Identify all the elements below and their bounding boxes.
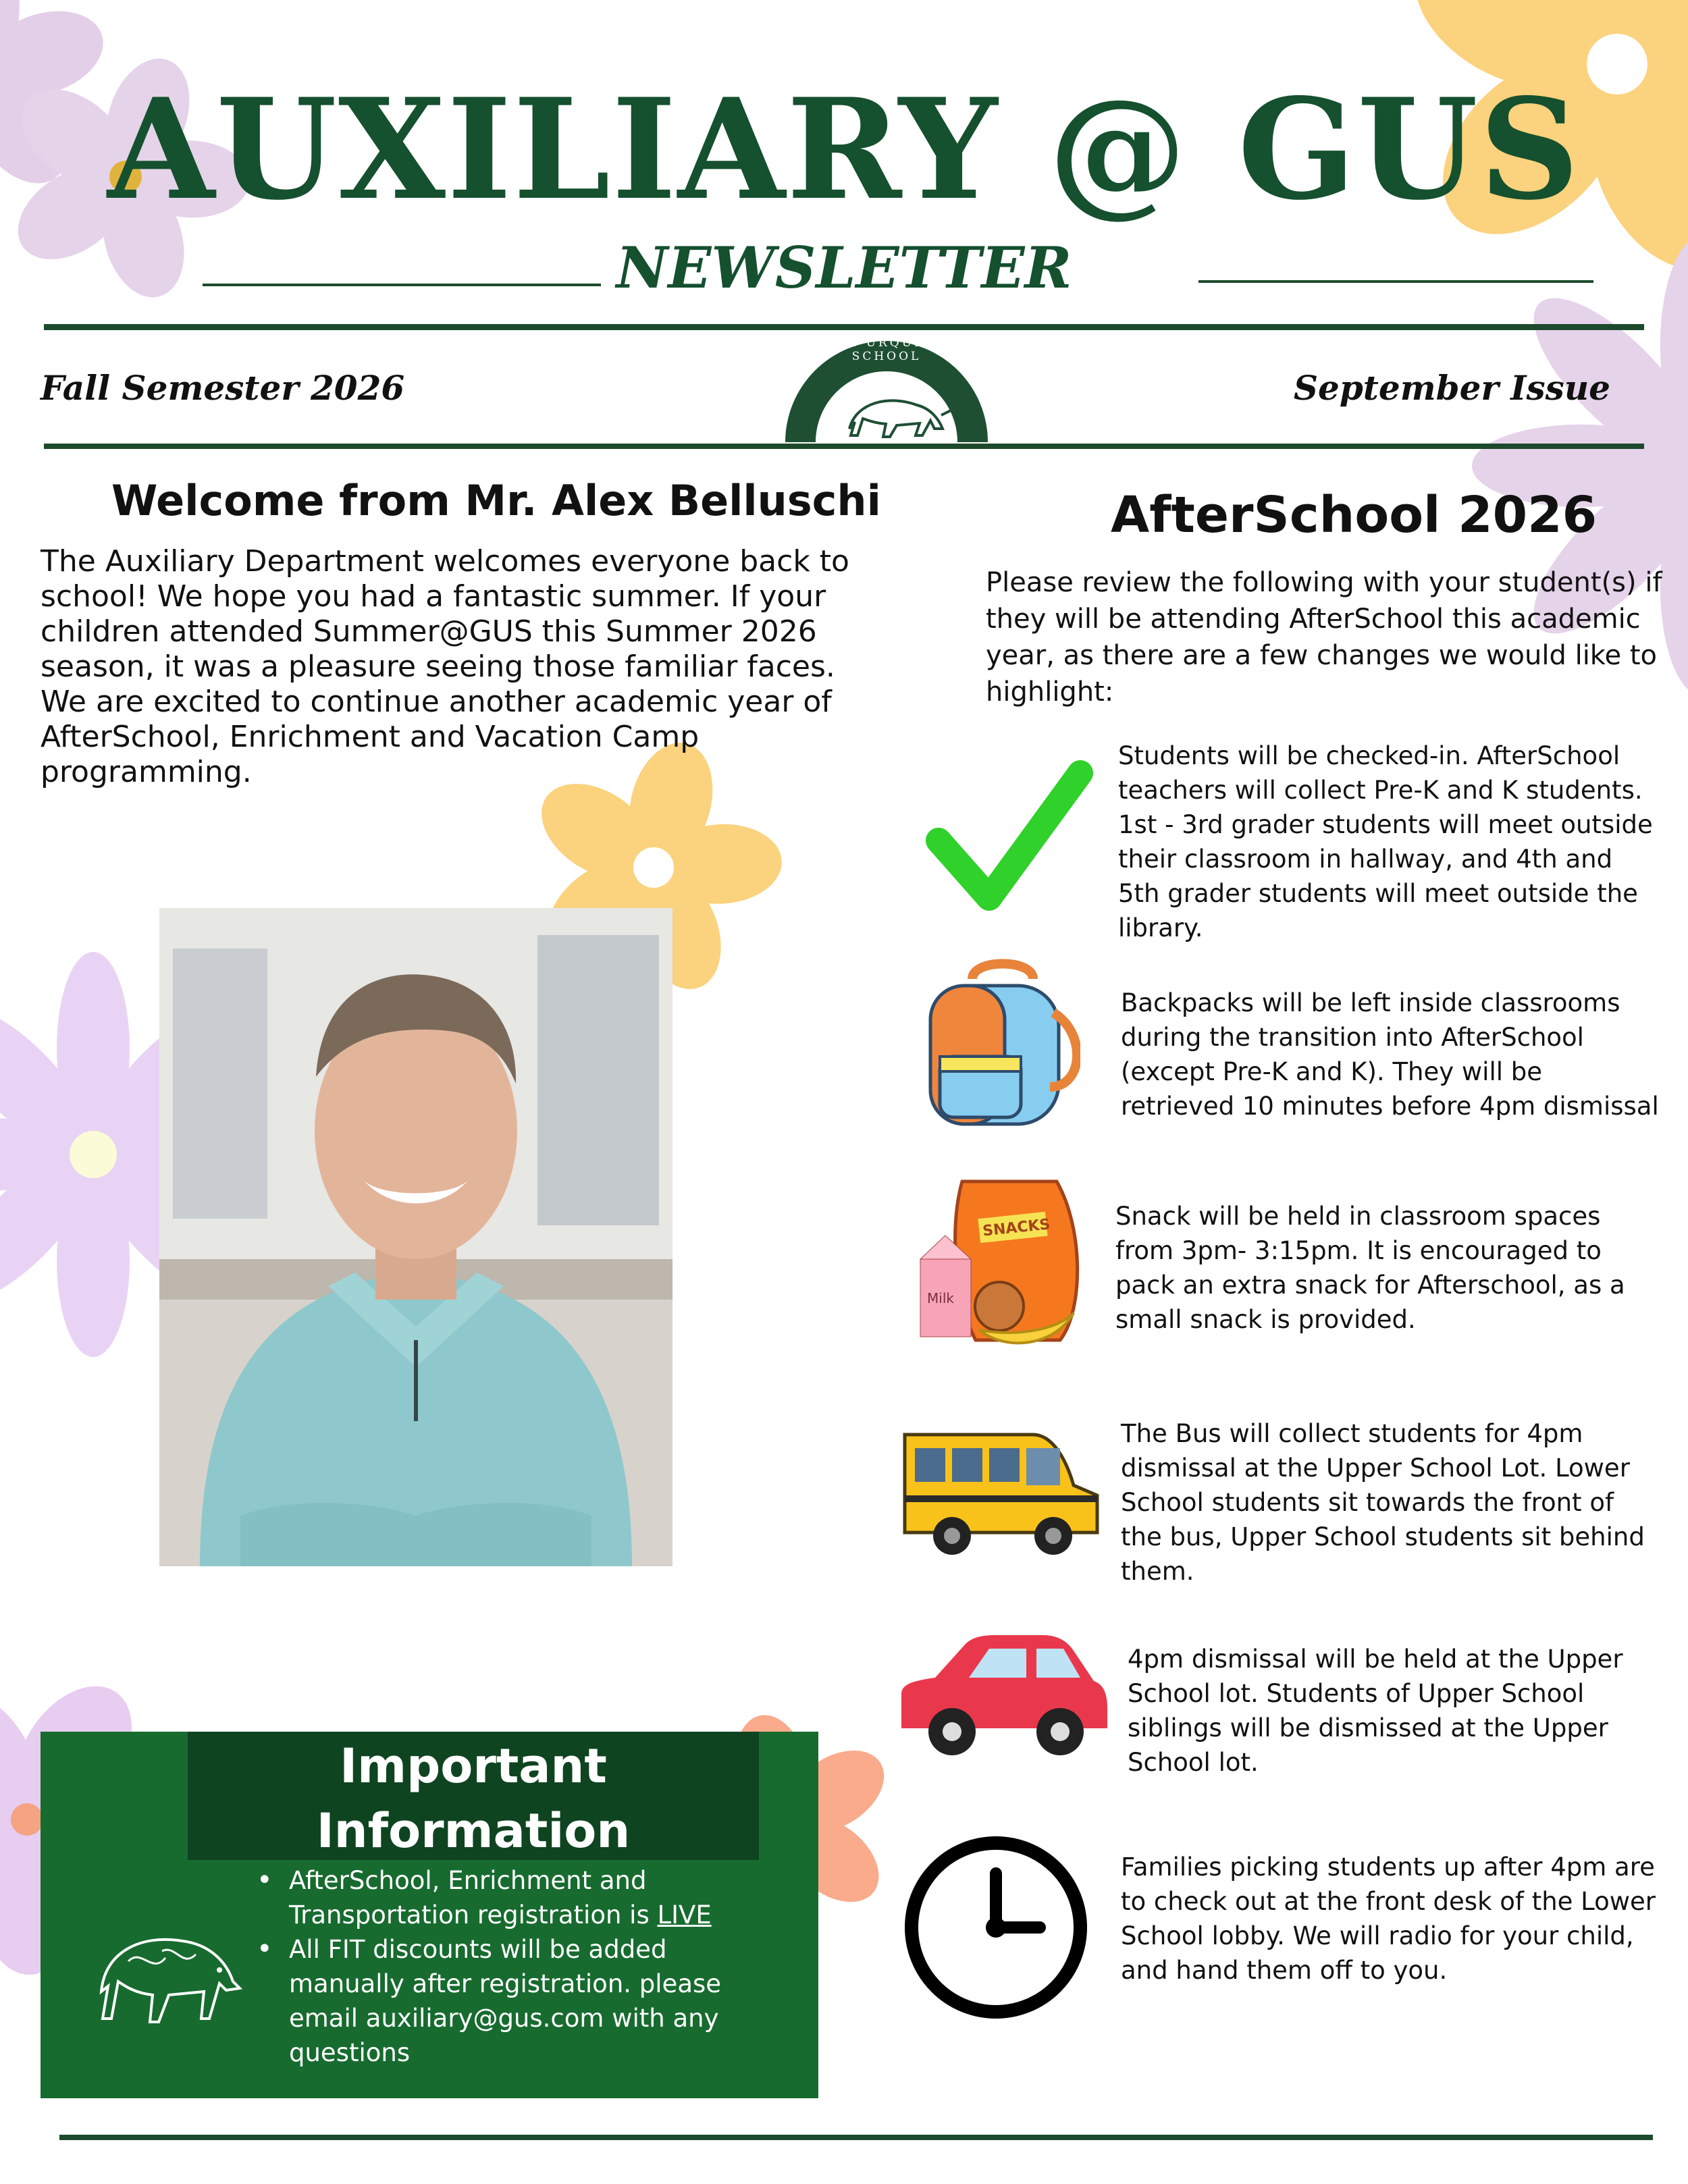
- welcome-heading: Welcome from Mr. Alex Belluschi: [111, 476, 881, 525]
- info-bullet-registration: [257, 1863, 770, 1932]
- afterschool-item-snack: Snack will be held in classroom spaces from 3pm- 3:15pm. It is encouraged to pack an extra snack for Afterschool, as a small snack is provided.: [1115, 1202, 1625, 1334]
- important-info-list: [257, 1863, 770, 2070]
- boar-mascot-icon: [88, 1911, 250, 2032]
- milk-label: Milk: [927, 1290, 954, 1306]
- afterschool-item-bus: The Bus will collect students for 4pm dismissal at the Upper School Lot. Lower School students sit towards the front of the bus, Upper School students sit behind them.: [1121, 1419, 1645, 1586]
- info-bullet-fit-discounts: • All FIT discounts will be added manually after registration. please email auxiliary@gus.com with any questions: [257, 1932, 770, 2070]
- afterschool-item-pickup: Families picking students up after 4pm are to check out at the front desk of the Lower School lobby. We will radio for your child, and hand them off to you.: [1121, 1853, 1656, 1985]
- car-icon: [895, 1627, 1111, 1762]
- issue-label: September Issue: [1293, 368, 1610, 408]
- header-rule-bottom: [44, 444, 1644, 449]
- afterschool-intro: Please review the following with your student(s) if they will be attending AfterSchool this academic year, as there are a few changes we would like to highlight:: [986, 567, 1662, 708]
- info-bullet-registration-text: AfterSchool, Enrichment and Transportation registration is: [289, 1866, 658, 1929]
- snack-bag-label: SNACKS: [982, 1216, 1051, 1240]
- welcome-body: The Auxiliary Department welcomes everyone back to school! We hope you had a fantastic summer. If your children attended Summer@GUS this Summer 2026 season, it was a pleasure seeing those familiar faces. We are excited to continue another academic year of AfterSchool, Enrichment and Vacation Camp programming.: [41, 544, 849, 789]
- subtitle-rule-right: [1198, 280, 1593, 283]
- afterschool-heading: AfterSchool 2026: [1111, 486, 1598, 544]
- portrait-illustration: [159, 908, 672, 1566]
- clock-icon: [901, 1833, 1090, 2022]
- afterschool-item-checkin: Students will be checked-in. AfterSchool teachers will collect Pre-K and K students. 1st - 3rd grader students will meet outside their classroom in hallway, and 4th and 5th grader students will meet outside the library.: [1118, 741, 1653, 942]
- checkmark-icon: [925, 760, 1094, 915]
- backpack-icon: [925, 952, 1080, 1127]
- header-rule-top: [44, 324, 1644, 330]
- newsletter-subtitle: NEWSLETTER: [616, 234, 1072, 301]
- important-info-title: [188, 1734, 759, 1863]
- registration-live-link[interactable]: LIVE: [657, 1900, 712, 1929]
- important-info-title-line1: Important: [340, 1738, 607, 1794]
- school-seal-text: GLEN URQUHART SCHOOL: [814, 336, 959, 363]
- school-bus-icon: [898, 1421, 1104, 1560]
- newsletter-title: AUXILIARY @ GUS: [107, 69, 1581, 231]
- snack-bag-icon: [915, 1168, 1090, 1354]
- important-info-title-line2: Information: [316, 1803, 631, 1859]
- afterschool-item-backpacks: Backpacks will be left inside classrooms during the transition into AfterSchool (except Pre-K and K). They will be retrieved 10 minutes before 4pm dismissal: [1121, 988, 1659, 1121]
- afterschool-item-car: 4pm dismissal will be held at the Upper School lot. Students of Upper School siblings will be dismissed at the Upper School lot.: [1128, 1645, 1623, 1777]
- director-photo: [159, 908, 672, 1566]
- footer-rule: [59, 2135, 1653, 2140]
- semester-label: Fall Semester 2026: [41, 368, 405, 408]
